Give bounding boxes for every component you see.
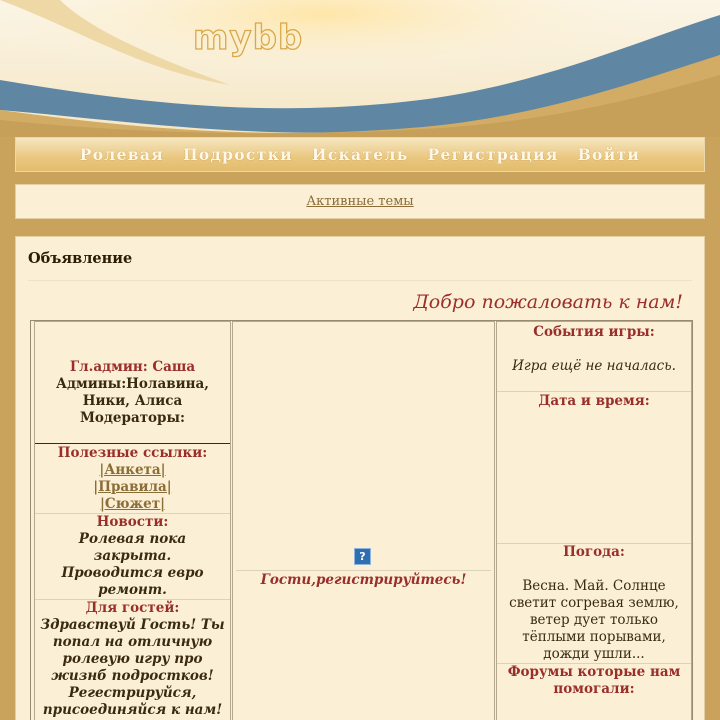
logo[interactable]: mybb	[193, 18, 304, 58]
divider	[35, 443, 230, 444]
guest-register-note: Гости,регистрируйтесь!	[260, 572, 467, 588]
right-column	[496, 321, 692, 720]
datetime-block	[497, 393, 691, 410]
events-block	[497, 324, 691, 375]
question-icon[interactable]: ?	[354, 548, 371, 565]
useful-links-block	[35, 445, 230, 513]
middle-column	[232, 321, 495, 720]
divider	[28, 280, 692, 281]
admins: Админы:Нолавина, Ники, Алиса	[56, 376, 209, 409]
head-admin: Гл.админ: Саша	[69, 359, 196, 375]
announcement-panel	[15, 236, 705, 720]
guests-text: Здравствуй Гость! Ты попал на отличную ролевую игру про жизнб подростков! Регестрируйся, присоединяйся к нам!	[40, 617, 225, 718]
welcome-text: Добро пожаловать к нам!	[413, 291, 683, 313]
news-block	[35, 514, 230, 599]
nav-register[interactable]: Регистрация	[427, 145, 559, 164]
banner-waves	[0, 0, 720, 137]
events-text: Игра ещё не началась.	[512, 358, 676, 374]
nav-teens[interactable]: Подростки	[182, 145, 293, 164]
divider	[497, 391, 691, 392]
news-title: Новости:	[96, 514, 169, 530]
announcement-table	[30, 320, 693, 720]
nav-search[interactable]: Искатель	[311, 145, 409, 164]
forums-block	[497, 664, 691, 698]
weather-text: Весна. Май. Солнце светит согревая землю, ветер дует только тёплыми порывами, дожди ушли...	[509, 578, 679, 662]
header-banner	[0, 0, 720, 137]
divider	[236, 570, 491, 571]
link-profile[interactable]: |Анкета|	[99, 462, 166, 478]
nav-roleplay[interactable]: Ролевая	[79, 145, 164, 164]
nav-login[interactable]: Войти	[577, 145, 641, 164]
weather-title: Погода:	[563, 544, 625, 560]
main-nav	[15, 137, 705, 172]
events-title: События игры:	[533, 324, 655, 340]
active-topics-bar	[15, 184, 705, 219]
link-plot[interactable]: |Сюжет|	[100, 496, 165, 512]
guests-title: Для гостей:	[85, 600, 180, 616]
datetime-title: Дата и время:	[538, 393, 650, 409]
guests-block	[35, 600, 230, 719]
link-rules[interactable]: |Правила|	[93, 479, 172, 495]
forums-title: Форумы которые нам помогали:	[507, 664, 681, 697]
active-topics-link[interactable]: Активные темы	[306, 194, 414, 209]
news-text: Ролевая пока закрыта. Проводится евро ремонт.	[61, 531, 204, 598]
weather-block	[497, 544, 691, 663]
left-column	[34, 321, 231, 720]
useful-links-title: Полезные ссылки:	[57, 445, 208, 461]
staff-block	[35, 359, 230, 427]
announcement-title: Объявление	[28, 250, 133, 267]
moderators: Модераторы:	[79, 410, 186, 426]
